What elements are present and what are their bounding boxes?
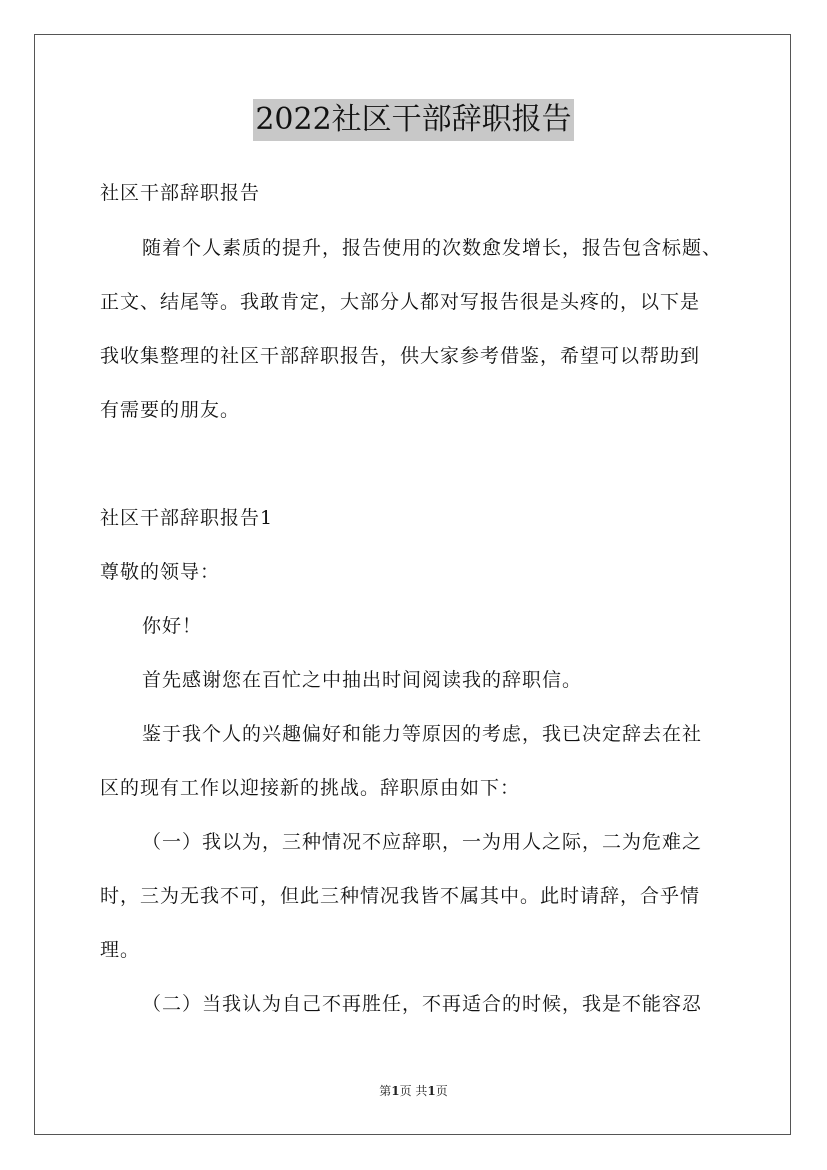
page-footer — [0, 1083, 827, 1099]
doc-line-intro-4: 有需要的朋友。 — [100, 399, 241, 421]
doc-line-reason-2a: （二）当我认为自己不再胜任，不再适合的时候，我是不能容忍 — [142, 993, 703, 1015]
footer-suffix: 页 — [435, 1084, 448, 1098]
title-container — [0, 99, 827, 141]
doc-line-heading: 社区干部辞职报告 — [100, 182, 261, 204]
footer-prefix: 第 — [379, 1084, 392, 1098]
doc-line-intro-1: 随着个人素质的提升，报告使用的次数愈发增长，报告包含标题、 — [142, 237, 723, 259]
doc-line-greeting: 你好！ — [142, 615, 203, 637]
footer-page-number: 1 — [391, 1084, 400, 1098]
footer-middle: 页 共 — [399, 1084, 428, 1098]
doc-line-section-heading: 社区干部辞职报告1 — [100, 507, 274, 529]
document-title: 2022社区干部辞职报告 — [253, 99, 573, 141]
doc-line-reason-1c: 理。 — [100, 939, 141, 961]
doc-line-thanks: 首先感谢您在百忙之中抽出时间阅读我的辞职信。 — [142, 669, 583, 691]
doc-line-intro-2: 正文、结尾等。我敢肯定，大部分人都对写报告很是头疼的，以下是 — [100, 291, 701, 313]
doc-line-intro-3: 我收集整理的社区干部辞职报告，供大家参考借鉴，希望可以帮助到 — [100, 345, 701, 367]
footer-total-pages: 1 — [427, 1084, 436, 1098]
doc-line-reason-intro-1: 鉴于我个人的兴趣偏好和能力等原因的考虑，我已决定辞去在社 — [142, 723, 703, 745]
doc-line-reason-1b: 时，三为无我不可，但此三种情况我皆不属其中。此时请辞，合乎情 — [100, 885, 701, 907]
doc-line-reason-intro-2: 区的现有工作以迎接新的挑战。辞职原由如下： — [100, 777, 521, 799]
doc-line-reason-1a: （一）我以为，三种情况不应辞职，一为用人之际，二为危难之 — [142, 831, 703, 853]
doc-line-salutation: 尊敬的领导： — [100, 561, 221, 583]
